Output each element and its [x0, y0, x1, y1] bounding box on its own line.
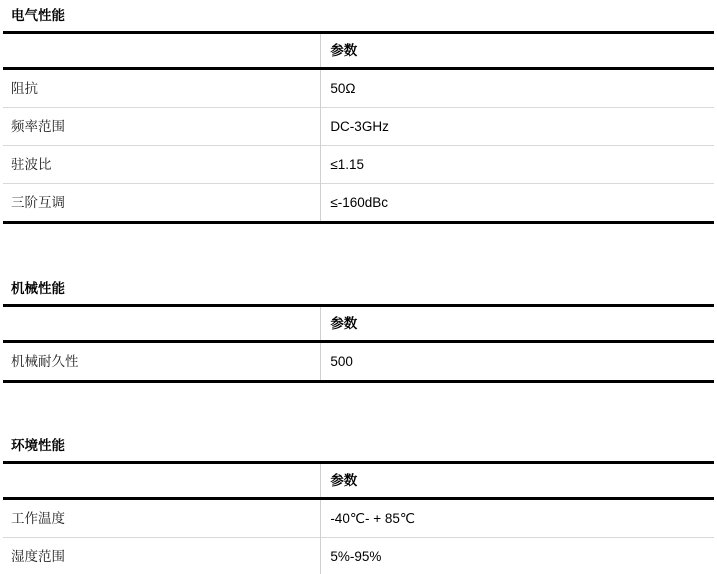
- spec-label-frequency-range: 频率范围: [11, 119, 65, 134]
- table-row: [3, 342, 714, 382]
- section-environmental-performance: [3, 437, 714, 574]
- spec-value-vswr: ≤1.15: [321, 146, 714, 184]
- spec-label-vswr: 驻波比: [11, 157, 52, 172]
- table-row: [3, 108, 714, 146]
- parameter-column-header: 参数: [321, 306, 714, 342]
- parameter-column-header: 参数: [321, 33, 714, 69]
- spec-label-humidity-range: 湿度范围: [11, 549, 65, 564]
- section-title-environmental: 环境性能: [11, 438, 65, 453]
- environmental-spec-table: [3, 461, 714, 574]
- mechanical-spec-table: [3, 304, 714, 383]
- section-title-mechanical: 机械性能: [11, 281, 65, 296]
- header-row: [3, 463, 714, 499]
- table-row: [3, 499, 714, 538]
- spec-value-humidity-range: 5%-95%: [321, 538, 714, 574]
- spec-value-intermodulation: ≤-160dBc: [321, 184, 714, 223]
- empty-header-cell: [3, 306, 321, 342]
- empty-header-cell: [3, 33, 321, 69]
- table-row: [3, 146, 714, 184]
- parameter-column-header: 参数: [321, 463, 714, 499]
- spec-label-intermodulation: 三阶互调: [11, 195, 65, 210]
- header-row: [3, 33, 714, 69]
- header-row: [3, 306, 714, 342]
- section-title-electrical: 电气性能: [11, 8, 65, 23]
- spec-value-operating-temperature: -40℃- + 85℃: [321, 499, 714, 538]
- spec-value-frequency-range: DC-3GHz: [321, 108, 714, 146]
- empty-header-cell: [3, 463, 321, 499]
- spec-value-impedance: 50Ω: [321, 69, 714, 108]
- table-row: [3, 69, 714, 108]
- section-mechanical-performance: [3, 280, 714, 383]
- electrical-spec-table: [3, 31, 714, 224]
- spec-label-operating-temperature: 工作温度: [11, 511, 65, 526]
- spec-label-impedance: 阻抗: [11, 81, 38, 96]
- table-row: [3, 184, 714, 223]
- section-electrical-performance: [3, 0, 714, 224]
- spec-value-durability: 500: [321, 342, 714, 382]
- table-row: [3, 538, 714, 574]
- spec-label-durability: 机械耐久性: [11, 354, 79, 369]
